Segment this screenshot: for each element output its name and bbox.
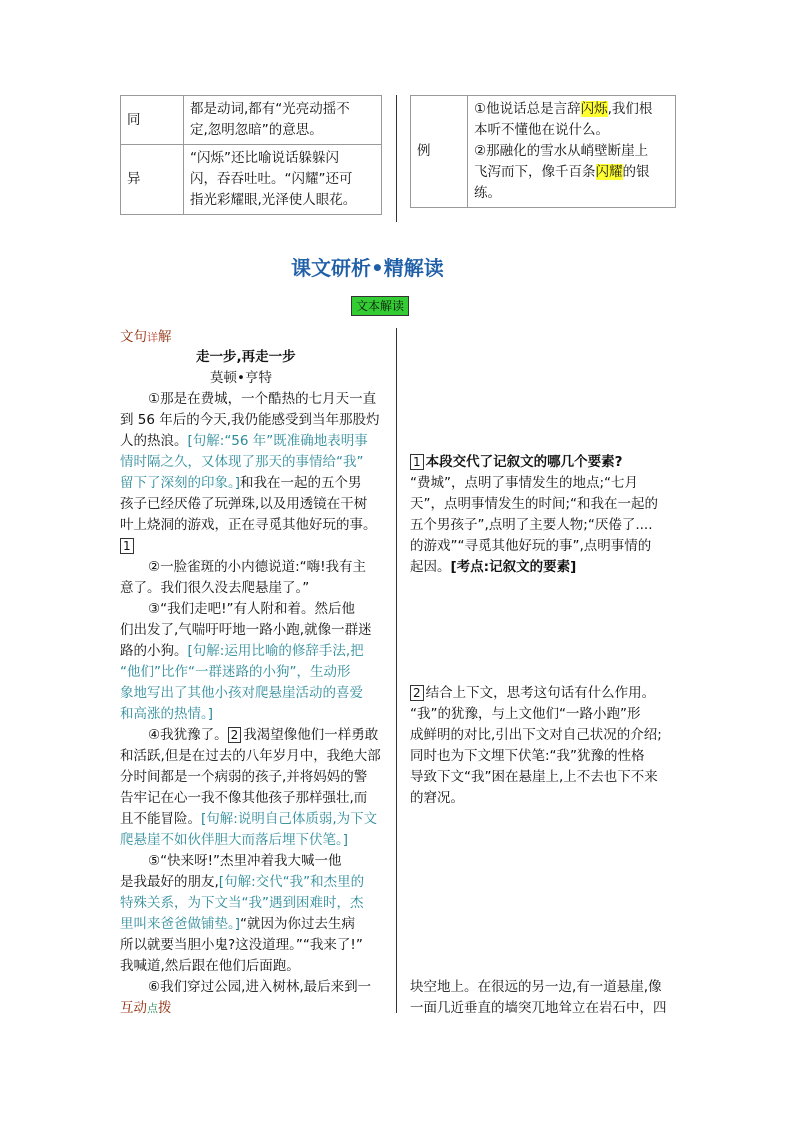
cell-line: 指光彩耀眼,光泽使人眼花。 (190, 192, 357, 208)
text-line: ⑤“快来呀!”杰里冲着我大喊一他 (148, 853, 342, 869)
top-divider (396, 95, 397, 222)
table-row (121, 145, 382, 215)
comparison-table-left (120, 95, 382, 215)
cell-line: “闪烁”还比喻说话躲躲闪 (190, 150, 339, 166)
text-line: 和活跃,但是在过去的八年岁月中，我绝大部 (120, 748, 381, 764)
text-line: 且不能冒险。[句解:说明自己体质弱,为下文 (120, 811, 378, 827)
text-line: ④我犹豫了。 2 我渴望像他们一样勇敢 (148, 727, 379, 743)
example-line: 练。 (474, 185, 501, 201)
article-title: 走一步,再走一步 (196, 349, 296, 365)
note-marker: 2 (228, 727, 242, 743)
text-line: ①那是在费城，一个酷热的七月天一直 (148, 391, 377, 407)
sentence-note: 里叫来爸爸做铺垫。] (120, 916, 241, 932)
text-line: 孩子已经厌倦了玩弹珠,以及用透镜在干树 (120, 496, 368, 512)
text-line: 我喊道,然后跟在他们后面跑。 (120, 958, 300, 974)
text-line: 是我最好的朋友,[句解:交代“我”和杰里的 (120, 874, 365, 890)
note-line: 起因。[考点:记叙文的要素] (410, 559, 577, 575)
note-line: 成鲜明的对比,引出下文对自己状况的介绍; (410, 727, 662, 743)
detail-icon: 详 (147, 331, 158, 344)
note-line: “我”的犹豫，与上文他们“一路小跑”形 (410, 706, 641, 722)
interactive-footer: 互动点拨 (120, 1000, 172, 1016)
note-1-question: 1 本段交代了记叙文的哪几个要素? (410, 452, 622, 473)
text-line: 分时间都是一个病弱的孩子,并将妈妈的警 (120, 769, 368, 785)
note-line: 同时也为下文埋下伏笔:“我”犹豫的性格 (410, 748, 645, 764)
note-line: “费城”，点明了事情发生的地点;“七月 (410, 475, 639, 491)
text-line: 留下了深刻的印象。]和我在一起的五个男 (120, 475, 362, 491)
example-line: ①他说话总是言辞闪烁,我们根 (474, 101, 653, 117)
marker-line (120, 536, 136, 557)
text-line: 里叫来爸爸做铺垫。]“就因为你过去生病 (120, 916, 356, 932)
highlight-word: 闪耀 (595, 164, 623, 180)
text-line: ③“我们走吧!”有人附和着。然后他 (148, 601, 356, 617)
sentence-note: [句解:运用比喻的修辞手法,把 (187, 643, 364, 659)
row-content-diff (184, 145, 382, 215)
text-line: ⑥我们穿过公园,进入树林,最后来到一 (148, 979, 372, 995)
row-label-diff: 异 (121, 145, 184, 215)
sentence-note: 爬悬崖不如伙伴胆大而落后埋下伏笔。] (120, 832, 349, 848)
text-line: ②一脸雀斑的小内德说道:“嗨!我有主 (148, 559, 367, 575)
example-content (468, 96, 676, 208)
note-marker: 1 (410, 454, 424, 470)
text-line: 路的小狗。[句解:运用比喻的修辞手法,把 (120, 643, 364, 659)
table-row (121, 96, 382, 145)
sentence-note: “他们”比作“一群迷路的小狗”，生动形 (120, 664, 351, 680)
example-line: 飞泻而下，像千百条闪耀的银 (474, 164, 650, 180)
note-line: 导致下文“我”困在悬崖上,上不去也下不来 (410, 769, 658, 785)
text-line: 告牢记在心一我不像其他孩子那样强壮,而 (120, 790, 368, 806)
note-2-question: 2 结合上下文，思考这句话有什么作用。 (410, 683, 655, 704)
section-tag: 文本解读 (351, 296, 409, 316)
row-content-same (184, 96, 382, 145)
sentence-note: 和高涨的热情。] (120, 706, 214, 722)
sentence-note: [句解:“56 年”既准确地表明事 (187, 433, 368, 449)
row-label-same: 同 (121, 96, 184, 145)
article-author: 莫顿•亨特 (210, 370, 272, 386)
note-line: 五个男孩子”,点明了主要人物;“厌倦了.... (410, 517, 653, 533)
text-line: 一面几近垂直的墙突兀地耸立在岩石中，四 (410, 1000, 667, 1016)
cell-line: 闪，吞吞吐吐。“闪耀”还可 (190, 171, 353, 187)
table-row (411, 96, 676, 208)
sentence-note: [句解:交代“我”和杰里的 (218, 874, 365, 890)
note-line: 的游戏”“寻觅其他好玩的事”,点明事情的 (410, 538, 652, 554)
sentence-note: 象地写出了其他小孩对爬悬崖活动的喜爱 (120, 685, 363, 701)
text-line: 们出发了,气喘吁吁地一路小跑,就像一群迷 (120, 622, 372, 638)
note-marker: 2 (410, 685, 424, 701)
column-divider (396, 328, 397, 1013)
note-marker: 1 (120, 538, 134, 554)
exam-point: [考点:记叙文的要素] (450, 559, 577, 575)
example-label: 例 (411, 96, 468, 208)
text-line: 块空地上。在很远的另一边,有一道悬崖,像 (410, 979, 662, 995)
example-line: 本听不懂他在说什么。 (474, 122, 609, 138)
sentence-note: 特殊关系，为下文当“我”遇到困难时，杰 (120, 895, 364, 911)
sentence-note: 留下了深刻的印象。] (120, 475, 241, 491)
example-table-right (410, 95, 676, 208)
text-line: 人的热浪。[句解:“56 年”既准确地表明事 (120, 433, 368, 449)
note-line: 的窘况。 (410, 790, 464, 806)
cell-line: 都是动词,都有“光亮动摇不 (190, 101, 350, 117)
text-line: 意了。我们很久没去爬悬崖了。” (120, 580, 310, 596)
sentence-note: [句解:说明自己体质弱,为下文 (201, 811, 378, 827)
text-line: 所以就要当胆小鬼?这没道理。”“我来了!” (120, 937, 363, 953)
left-heading: 文句详解 (120, 329, 172, 345)
note-line: 天”，点明事情发生的时间;“和我在一起的 (410, 496, 659, 512)
sentence-note: 情时隔之久，又体现了那天的事情给“我” (120, 454, 364, 470)
tip-icon: 点 (147, 1002, 158, 1015)
text-line: 叶上烧洞的游戏，正在寻觅其他好玩的事。 (120, 517, 377, 533)
cell-line: 定,忽明忽暗”的意思。 (190, 122, 323, 138)
section-title: 课文研析•精解读 (291, 256, 444, 280)
example-line: ②那融化的雪水从峭壁断崖上 (474, 143, 649, 159)
highlight-word: 闪烁 (580, 101, 608, 117)
text-line: 到 56 年后的今天,我仍能感受到当年那股灼 (120, 412, 380, 428)
